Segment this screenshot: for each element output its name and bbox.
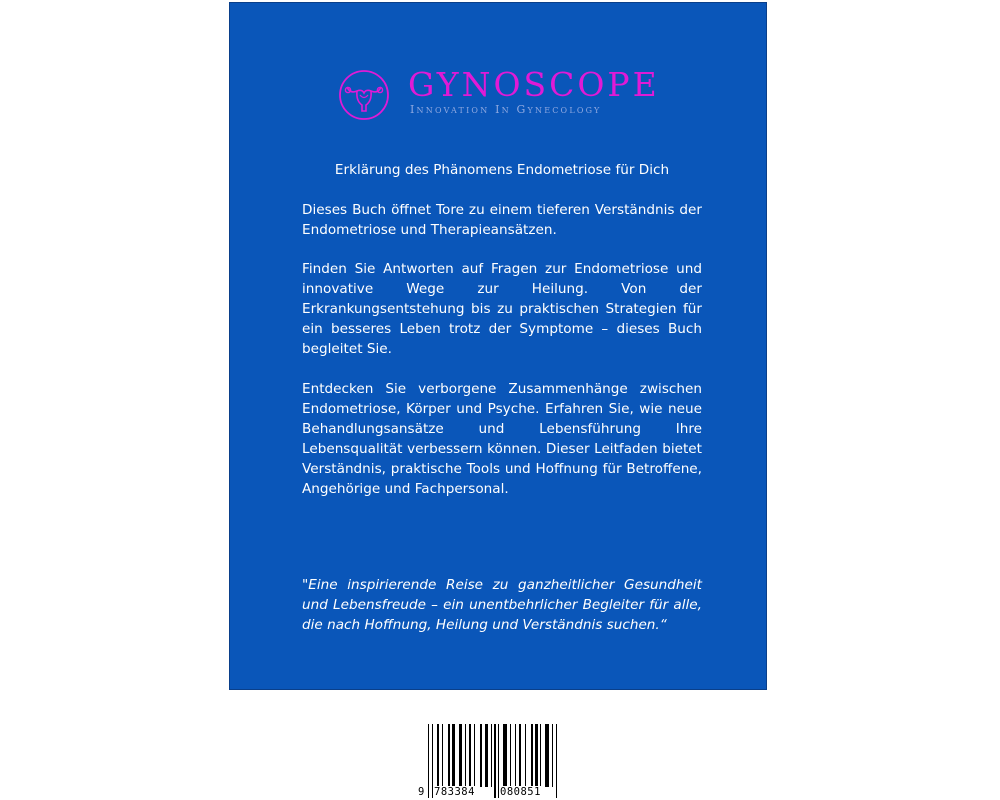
isbn-barcode xyxy=(418,724,562,800)
endorsement-quote: "Eine inspirierende Reise zu ganzheitlicher Gesundheit und Lebensfreude – ein unentbehrlicher Begleiter für alle, die nach Hoffnung, Heilung und Verständnis suchen.“ xyxy=(302,577,702,633)
barcode-digit-first: 9 xyxy=(418,786,425,798)
barcode-bar xyxy=(525,724,526,787)
barcode-bar xyxy=(503,724,507,787)
barcode-bar xyxy=(515,724,516,787)
blurb-paragraph-3: Entdecken Sie verborgene Zusammenhänge zwischen Endometriose, Körper und Psyche. Erfahren Sie, wie neue Behandlungsansätze und Lebensführung Ihre Lebensqualität verbessern können. Dieser Leitfaden bietet Verständnis, praktische Tools und Hoffnung für Betroffene, Angehörige und Fachpersonal. xyxy=(302,381,702,497)
barcode-bar xyxy=(459,724,463,787)
cover-subtitle: Erklärung des Phänomens Endometriose für Dich xyxy=(334,162,670,178)
barcode-bar xyxy=(535,724,538,787)
barcode-bar xyxy=(437,724,440,787)
barcode-bar xyxy=(510,724,511,787)
gynoscope-logo xyxy=(338,65,660,123)
barcode-bar xyxy=(465,724,466,787)
barcode-bar xyxy=(452,724,455,787)
barcode-bar xyxy=(474,724,475,787)
barcode-bar xyxy=(491,724,492,787)
barcode-bar xyxy=(428,724,429,798)
blurb-paragraph-2: Finden Sie Antworten auf Fragen zur Endometriose und innovative Wege zur Heilung. Von der Erkrankungsentstehung bis zu praktischen Strategien für ein besseres Leben trotz der Symptome – dieses Buch begleitet Sie. xyxy=(302,261,702,357)
book-back-cover xyxy=(229,2,767,690)
barcode-bar xyxy=(442,724,443,787)
barcode-bar xyxy=(432,724,433,798)
logo-tagline: Innovation In Gynecology xyxy=(410,103,602,116)
blurb-paragraph-1: Dieses Buch öffnet Tore zu einem tieferen Verständnis der Endometriose und Therapieansätzen. xyxy=(302,202,702,238)
barcode-bar xyxy=(531,724,532,787)
barcode-bar xyxy=(494,724,495,798)
barcode-bar xyxy=(448,724,449,787)
barcode-bar xyxy=(519,724,522,787)
barcode-bar xyxy=(552,724,553,787)
barcode-bar xyxy=(540,724,541,787)
barcode-bar xyxy=(556,724,557,798)
barcode-bar xyxy=(545,724,549,787)
barcode-bar xyxy=(485,724,488,787)
barcode-group-left: 783384 xyxy=(434,786,475,798)
barcode-bar xyxy=(480,724,481,787)
barcode-bar xyxy=(469,724,472,787)
barcode-group-right: 080851 xyxy=(500,786,541,798)
uterus-icon xyxy=(338,69,390,121)
logo-wordmark: GYNOSCOPE xyxy=(408,65,660,104)
